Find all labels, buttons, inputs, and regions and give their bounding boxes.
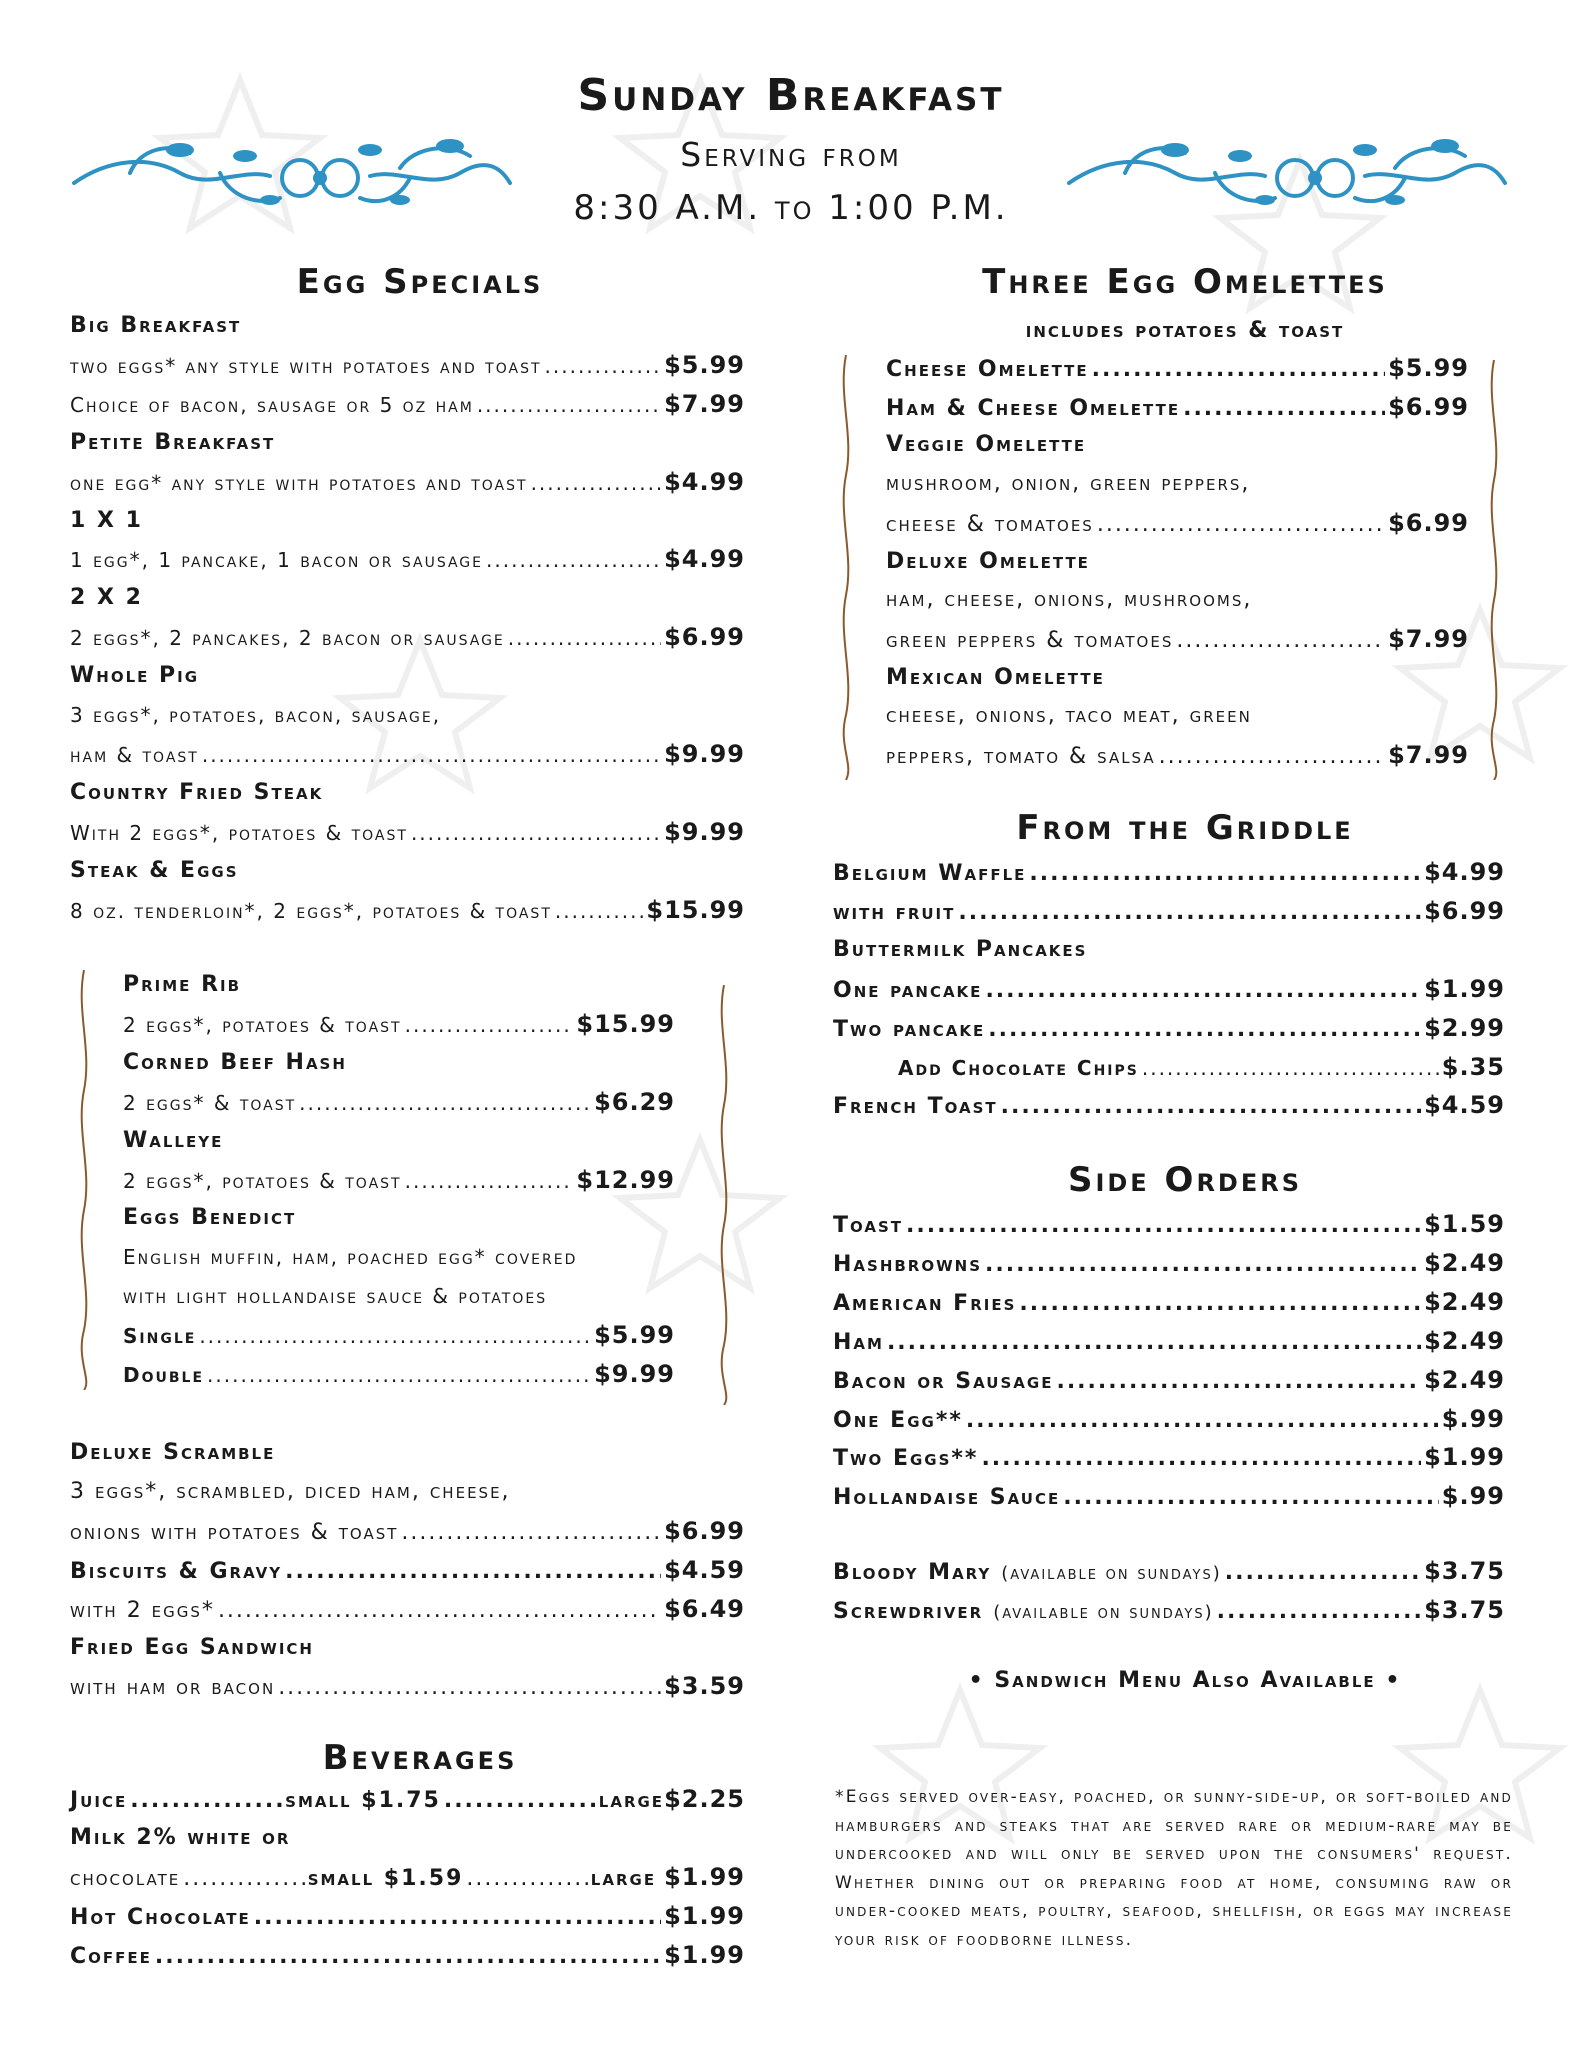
menu-item-label: cheese & tomatoes: [886, 512, 1094, 537]
dot-leader: [405, 1162, 574, 1200]
menu-item-price: $5.99: [594, 1321, 675, 1349]
omelettes-subtitle: includes potatoes & toast: [1025, 318, 1345, 343]
dot-leader: [555, 892, 644, 930]
dot-leader: [254, 1899, 661, 1937]
food-safety-disclaimer: *Eggs served over-easy, poached, or sunny-side-up, or soft-boiled and hamburgers and steaks that are served rare or medium-rare may be undercooked and will only be served upon the consumers' request. Whether dining out or preparing food at home, consuming raw or under-cooked meats, poultry, seafood, shellfish, or eggs may increase your risk of foodborne illness.: [835, 1787, 1513, 1950]
drink-label: Bloody Mary: [833, 1560, 992, 1585]
dot-leader: [985, 972, 1421, 1010]
dot-leader: [988, 1011, 1421, 1049]
dot-leader: [1142, 1049, 1439, 1087]
menu-item-label: Two Eggs**: [833, 1446, 979, 1471]
menu-item-label: 1 egg*, 1 pancake, 1 bacon or sausage: [70, 548, 484, 572]
drink-note: (available on sundays): [993, 1602, 1214, 1623]
dot-leader: [278, 1669, 661, 1707]
menu-item-label: English muffin, ham, poached egg* covered: [123, 1245, 578, 1269]
dot-leader: [508, 619, 661, 657]
menu-item-row: [70, 385, 745, 423]
menu-item-row: [123, 1277, 675, 1315]
menu-item-row: [833, 1438, 1505, 1476]
dot-leader: [285, 1553, 661, 1591]
menu-item-row: [833, 892, 1505, 930]
menu-item-label: ham, cheese, onions, mushrooms,: [886, 587, 1253, 612]
menu-item-label: 3 eggs*, scrambled, diced ham, cheese,: [70, 1479, 511, 1504]
menu-item-label: Single: [123, 1324, 197, 1348]
juice-large-price: $2.25: [664, 1785, 745, 1813]
dot-leader: [958, 894, 1421, 932]
menu-item-price: $1.99: [1424, 1443, 1505, 1471]
serving-label: Serving from: [680, 135, 902, 174]
menu-item-row: [833, 1244, 1505, 1282]
menu-item-price: $1.59: [1424, 1210, 1505, 1238]
menu-item-label: 2 eggs*, 2 pancakes, 2 bacon or sausage: [70, 626, 505, 650]
dot-leader: [1063, 1479, 1439, 1517]
juice-row: [70, 1780, 745, 1818]
menu-item-row: [833, 931, 1505, 969]
drink-price: $3.75: [1424, 1596, 1505, 1624]
menu-item-row: [70, 1667, 745, 1705]
menu-item-row: [70, 1512, 745, 1550]
menu-item-label: peppers, tomato & salsa: [886, 744, 1156, 769]
menu-item-label: Whole Pig: [70, 663, 200, 688]
menu-item-row: [886, 620, 1469, 658]
griddle-title: From the Griddle: [1016, 808, 1354, 848]
menu-item-label: French Toast: [833, 1094, 998, 1119]
dot-leader: [207, 1356, 591, 1394]
menu-item-row: [70, 1936, 745, 1974]
menu-item-label: with ham or bacon: [70, 1675, 276, 1700]
menu-item-label: with light hollandaise sauce & potatoes: [123, 1284, 548, 1308]
menu-item-label: 2 X 2: [70, 585, 143, 610]
menu-item-price: $9.99: [664, 818, 745, 846]
menu-item-price: $6.99: [1424, 897, 1505, 925]
menu-item-label: Veggie Omelette: [886, 432, 1087, 457]
menu-item-price: $12.99: [576, 1166, 675, 1194]
menu-item-row: [123, 1199, 675, 1237]
menu-item-label: With 2 eggs*, potatoes & toast: [70, 821, 408, 845]
menu-item-price: $6.29: [594, 1088, 675, 1116]
menu-item-row: [886, 659, 1469, 697]
menu-item-label: Add Chocolate Chips: [898, 1056, 1139, 1080]
menu-item-row: [886, 426, 1469, 464]
menu-item-row: [123, 966, 675, 1004]
dot-leader: [183, 1860, 304, 1898]
menu-item-label: Mexican Omelette: [886, 665, 1105, 690]
dot-leader: [1056, 1363, 1421, 1401]
menu-item-label: One Egg**: [833, 1408, 963, 1433]
dot-leader: [466, 1860, 587, 1898]
menu-item-row: [886, 581, 1469, 619]
menu-item-label: Big Breakfast: [70, 313, 242, 338]
menu-item-row: [70, 852, 745, 890]
menu-item-label: one egg* any style with potatoes and toast: [70, 471, 528, 495]
menu-item-label: 2 eggs*, potatoes & toast: [123, 1013, 402, 1037]
menu-item-price: $1.99: [664, 1941, 745, 1969]
menu-item-price: $9.99: [594, 1360, 675, 1388]
menu-item-price: $.35: [1441, 1053, 1505, 1081]
drink-label: Screwdriver: [833, 1599, 984, 1624]
menu-item-row: [70, 1551, 745, 1589]
menu-item-label: 3 eggs*, potatoes, bacon, sausage,: [70, 703, 442, 727]
dot-leader: [1001, 1088, 1421, 1126]
menu-item-price: $6.99: [1388, 393, 1469, 421]
vine-left-icon: [74, 970, 94, 1390]
menu-item-price: $15.99: [576, 1010, 675, 1038]
menu-item-row: [70, 657, 745, 695]
menu-item-row: [70, 618, 745, 656]
menu-item-label: 1 X 1: [70, 508, 143, 533]
dot-leader: [299, 1084, 591, 1122]
menu-item-label: green peppers & tomatoes: [886, 628, 1174, 653]
ornament-left-icon: [70, 128, 515, 213]
menu-item-label: Ham & Cheese Omelette: [886, 396, 1181, 421]
dot-leader: [906, 1207, 1421, 1245]
menu-item-label: 2 eggs*, potatoes & toast: [123, 1169, 402, 1193]
menu-item-label: Deluxe Omelette: [886, 549, 1090, 574]
menu-item-label: Deluxe Scramble: [70, 1440, 276, 1465]
menu-item-label: Buttermilk Pancakes: [833, 937, 1088, 962]
menu-item-row: [123, 1316, 675, 1354]
menu-item-row: [123, 1005, 675, 1043]
menu-item-row: [123, 1083, 675, 1121]
menu-title: Sunday Breakfast: [577, 70, 1005, 121]
menu-item-label: Choice of bacon, sausage or 5 oz ham: [70, 393, 474, 417]
menu-item-row: [123, 1238, 675, 1276]
menu-item-label: Double: [123, 1363, 205, 1387]
menu-item-price: $5.99: [1388, 354, 1469, 382]
menu-item-row: [833, 1322, 1505, 1360]
menu-item-price: $7.99: [1388, 625, 1469, 653]
menu-item-price: $6.49: [664, 1595, 745, 1623]
sandwich-note: • Sandwich Menu Also Available •: [968, 1668, 1402, 1693]
menu-item-row: [833, 1477, 1505, 1515]
menu-item-row: [886, 504, 1469, 542]
vine-omelette-left-icon: [836, 355, 856, 780]
menu-item-label: Prime Rib: [123, 972, 242, 997]
menu-item-row: [70, 1434, 745, 1472]
menu-item-price: $1.99: [1424, 975, 1505, 1003]
milk-row: [70, 1858, 745, 1896]
dot-leader: [202, 736, 661, 774]
menu-item-label: with fruit: [833, 900, 956, 925]
menu-item-price: $2.49: [1424, 1249, 1505, 1277]
menu-item-label: Coffee: [70, 1944, 152, 1969]
menu-item-row: [70, 540, 745, 578]
dot-leader: [545, 347, 662, 385]
menu-item-label: Petite Breakfast: [70, 430, 276, 455]
dot-leader: [1225, 1554, 1421, 1592]
menu-item-row: [833, 853, 1505, 891]
menu-item-row: [70, 774, 745, 812]
omelettes-title: Three Egg Omelettes: [982, 262, 1388, 302]
menu-item-row: [70, 424, 745, 462]
menu-item-price: $7.99: [1388, 741, 1469, 769]
dot-leader: [444, 1782, 596, 1820]
dot-leader: [486, 541, 661, 579]
dot-leader: [1176, 622, 1385, 660]
dot-leader: [130, 1782, 282, 1820]
menu-item-row: [70, 1590, 745, 1628]
menu-item-label: 2 eggs* & toast: [123, 1091, 297, 1115]
menu-item-price: $4.99: [664, 545, 745, 573]
dot-leader: [887, 1324, 1421, 1362]
drink-row: [833, 1552, 1505, 1590]
menu-item-row: [70, 1473, 745, 1511]
menu-item-label: onions with potatoes & toast: [70, 1520, 399, 1545]
menu-item-label: Hollandaise Sauce: [833, 1485, 1061, 1510]
menu-item-price: $2.99: [1424, 1014, 1505, 1042]
menu-item-price: $4.59: [1424, 1091, 1505, 1119]
dot-leader: [1183, 390, 1385, 428]
menu-item-price: $.99: [1441, 1482, 1505, 1510]
menu-item-label: Belgium Waffle: [833, 861, 1027, 886]
sides-title: Side Orders: [1067, 1160, 1303, 1200]
menu-item-price: $2.49: [1424, 1288, 1505, 1316]
menu-item-row: [70, 307, 745, 345]
beverages-title: Beverages: [322, 1738, 518, 1778]
menu-item-label: American Fries: [833, 1291, 1017, 1316]
dot-leader: [1159, 738, 1385, 776]
menu-item-row: [123, 1355, 675, 1393]
egg-specials-title: Egg Specials: [296, 262, 544, 302]
menu-item-price: $6.99: [664, 623, 745, 651]
dot-leader: [155, 1938, 661, 1976]
dot-leader: [218, 1592, 661, 1630]
dot-leader: [985, 1246, 1421, 1284]
menu-item-price: $3.59: [664, 1672, 745, 1700]
drink-row: [833, 1591, 1505, 1629]
menu-item-row: [886, 543, 1469, 581]
menu-item-price: $4.99: [664, 468, 745, 496]
menu-item-label: Country Fried Steak: [70, 780, 324, 805]
dot-leader: [981, 1440, 1421, 1478]
menu-item-label: Cheese Omelette: [886, 357, 1089, 382]
dot-leader: [1217, 1593, 1421, 1631]
milk-heading-row: [70, 1819, 745, 1857]
milk-large-price: $1.99: [664, 1863, 745, 1891]
menu-item-row: [833, 1361, 1505, 1399]
menu-item-label: Fried Egg Sandwich: [70, 1635, 314, 1660]
menu-item-label: mushroom, onion, green peppers,: [886, 471, 1251, 496]
menu-item-row: [70, 579, 745, 617]
menu-item-price: $1.99: [664, 1902, 745, 1930]
drink-price: $3.75: [1424, 1557, 1505, 1585]
menu-item-price: $15.99: [646, 896, 745, 924]
menu-item-row: [886, 697, 1469, 735]
menu-item-label: with 2 eggs*: [70, 1598, 215, 1623]
dot-leader: [405, 1006, 574, 1044]
menu-item-row: [70, 502, 745, 540]
menu-item-row: [70, 696, 745, 734]
menu-item-label: Bacon or Sausage: [833, 1369, 1054, 1394]
dot-leader: [1097, 506, 1385, 544]
menu-item-row: [886, 388, 1469, 426]
menu-item-row: [886, 736, 1469, 774]
dot-leader: [1019, 1285, 1421, 1323]
dot-leader: [411, 814, 661, 852]
menu-item-label: Hashbrowns: [833, 1252, 983, 1277]
menu-item-label: Two pancake: [833, 1017, 986, 1042]
menu-item-row: [833, 1205, 1505, 1243]
menu-item-price: $9.99: [664, 740, 745, 768]
vine-right-icon: [714, 985, 734, 1405]
dot-leader: [401, 1514, 661, 1552]
juice-large-label: large: [598, 1788, 665, 1813]
menu-item-row: [886, 465, 1469, 503]
menu-item-row: [886, 349, 1469, 387]
milk-small: small $1.59: [307, 1866, 464, 1891]
dot-leader: [1029, 855, 1421, 893]
juice-small: small $1.75: [285, 1788, 441, 1813]
menu-item-price: $4.99: [1424, 858, 1505, 886]
dot-leader: [1092, 351, 1385, 389]
menu-item-label: 8 oz. tenderloin*, 2 eggs*, potatoes & toast: [70, 899, 552, 923]
drink-note: (available on sundays): [1001, 1563, 1222, 1584]
menu-item-row: [123, 1122, 675, 1160]
menu-item-price: $5.99: [664, 351, 745, 379]
menu-item-row: [70, 813, 745, 851]
menu-item-label: Toast: [833, 1213, 903, 1238]
menu-item-row: [70, 1629, 745, 1667]
dot-leader: [199, 1317, 591, 1355]
ornament-right-icon: [1065, 128, 1510, 213]
menu-item-row: [70, 346, 745, 384]
menu-item-row: [123, 1161, 675, 1199]
menu-item-row: [833, 1400, 1505, 1438]
menu-item-label: ham & toast: [70, 743, 199, 767]
menu-item-label: two eggs* any style with potatoes and toast: [70, 354, 542, 378]
milk-heading: Milk 2% white or: [70, 1825, 291, 1850]
menu-item-price: $4.59: [664, 1556, 745, 1584]
menu-item-label: Walleye: [123, 1128, 224, 1153]
menu-item-row: [833, 1283, 1505, 1321]
menu-item-price: $6.99: [1388, 509, 1469, 537]
menu-item-label: Hot Chocolate: [70, 1905, 251, 1930]
menu-item-price: $6.99: [664, 1517, 745, 1545]
menu-item-row: [833, 970, 1505, 1008]
menu-item-row: [70, 463, 745, 501]
juice-label: Juice: [70, 1788, 128, 1813]
menu-item-row: [833, 1086, 1505, 1124]
milk-label: chocolate: [70, 1866, 181, 1891]
dot-leader: [531, 464, 662, 502]
dot-leader: [477, 386, 661, 424]
serving-hours: 8:30 A.M. to 1:00 P.M.: [573, 188, 1009, 228]
menu-item-row: [70, 1897, 745, 1935]
menu-item-label: Ham: [833, 1330, 884, 1355]
menu-item-label: One pancake: [833, 978, 983, 1003]
vine-omelette-right-icon: [1484, 360, 1504, 780]
menu-item-row: [70, 891, 745, 929]
menu-item-price: $2.49: [1424, 1327, 1505, 1355]
menu-item-price: $2.49: [1424, 1366, 1505, 1394]
menu-item-row: [833, 1009, 1505, 1047]
menu-item-price: $7.99: [664, 390, 745, 418]
menu-item-row: [898, 1048, 1505, 1086]
dot-leader: [966, 1402, 1439, 1440]
menu-item-label: Steak & Eggs: [70, 858, 239, 883]
menu-item-row: [123, 1044, 675, 1082]
menu-item-row: [70, 735, 745, 773]
menu-item-label: Biscuits & Gravy: [70, 1559, 283, 1584]
menu-item-label: Corned Beef Hash: [123, 1050, 347, 1075]
menu-item-label: cheese, onions, taco meat, green: [886, 703, 1252, 728]
menu-item-price: $.99: [1441, 1405, 1505, 1433]
menu-item-label: Eggs Benedict: [123, 1205, 297, 1230]
milk-large-label: large: [590, 1866, 657, 1891]
